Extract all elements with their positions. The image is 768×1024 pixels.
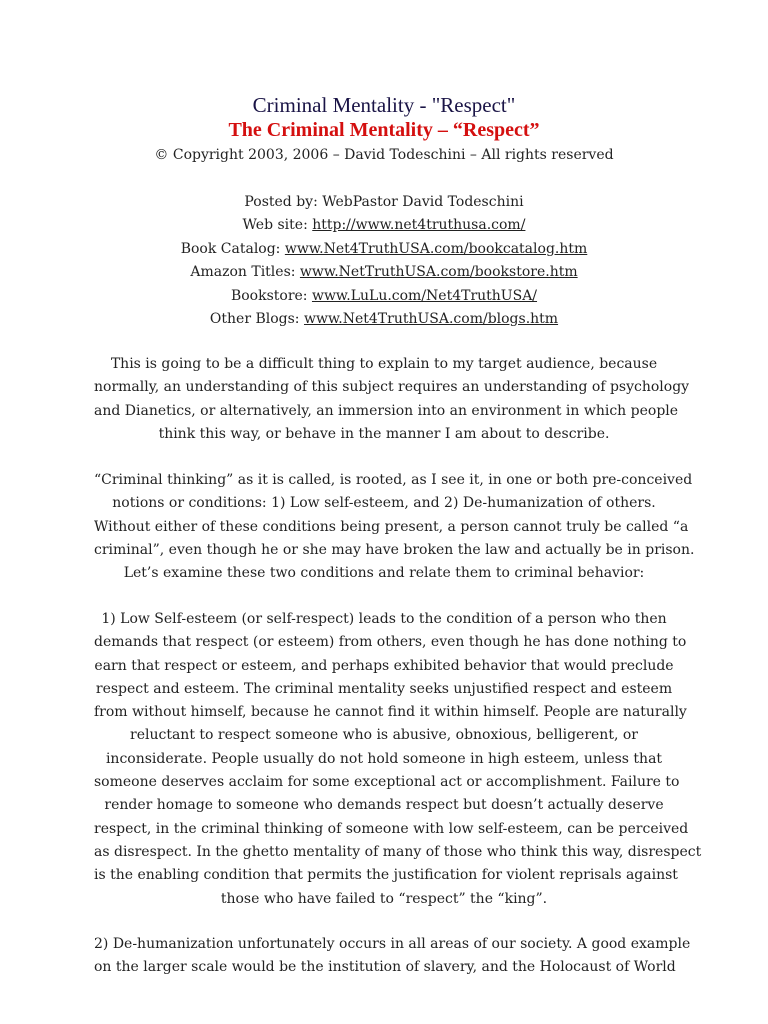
amazon-titles-line — [0, 261, 768, 284]
text-line: earn that respect or esteem, and perhaps exhibited behavior that would preclude — [94, 657, 674, 674]
website-line — [0, 214, 768, 237]
text-line: someone deserves acclaim for some exceptional act or accomplishment. Failure to — [94, 774, 680, 791]
text-line: reluctant to respect someone who is abusive, obnoxious, belligerent, or — [130, 727, 638, 744]
text-line: “Criminal thinking” as it is called, is rooted, as I see it, in one or both pre-conceived — [94, 472, 693, 488]
text-line: respect and esteem. The criminal mentality seeks unjustified respect and esteem — [95, 680, 673, 697]
text-line: This is going to be a difficult thing to explain to my target audience, because — [110, 356, 658, 372]
posted-by: Posted by: WebPastor David Todeschini — [244, 194, 524, 210]
book-catalog-line — [0, 238, 768, 261]
paragraph-criminal-thinking — [94, 469, 695, 585]
other-blogs-line — [0, 308, 768, 331]
other-blogs-label: Other Blogs: — [209, 311, 304, 328]
book-catalog-link[interactable]: www.Net4TruthUSA.com/bookcatalog.htm — [284, 240, 588, 257]
text-line: criminal”, even though he or she may have broken the law and actually be in prison. — [94, 541, 695, 558]
text-line: render homage to someone who demands respect but doesn’t actually deserve — [104, 797, 664, 814]
copyright-notice: © Copyright 2003, 2006 – David Todeschini – All rights reserved — [154, 147, 614, 163]
article-heading: The Criminal Mentality – “Respect” — [228, 119, 540, 141]
website-link[interactable]: http://www.net4truthusa.com/ — [312, 217, 526, 234]
amazon-titles-label: Amazon Titles: — [190, 264, 300, 281]
author-info — [0, 191, 768, 331]
paragraph-intro — [94, 353, 690, 446]
text-line: respect, in the criminal thinking of someone with low self-esteem, can be perceived — [94, 820, 689, 837]
text-line: as disrespect. In the ghetto mentality of many of those who think this way, disrespect — [94, 843, 702, 860]
website-label: Web site: — [242, 217, 313, 234]
page-title: Criminal Mentality - "Respect" — [252, 93, 516, 117]
text-line: demands that respect (or esteem) from others, even though he has done nothing to — [94, 634, 687, 651]
text-line: notions or conditions: 1) Low self-esteem, and 2) De-humanization of others. — [112, 495, 656, 512]
text-line: is the enabling condition that permits the justification for violent reprisals against — [94, 867, 678, 884]
amazon-titles-link[interactable]: www.NetTruthUSA.com/bookstore.htm — [299, 264, 578, 281]
text-line: inconsiderate. People usually do not hold someone in high esteem, unless that — [105, 750, 663, 767]
text-line: 2) De-humanization unfortunately occurs in all areas of our society. A good example — [94, 936, 691, 952]
text-line: Let’s examine these two conditions and relate them to criminal behavior: — [123, 565, 645, 582]
bookstore-label: Bookstore: — [230, 287, 312, 304]
paragraph-de-humanization — [94, 933, 691, 980]
text-line: on the larger scale would be the institution of slavery, and the Holocaust of World — [94, 959, 676, 976]
text-line: Without either of these conditions being present, a person cannot truly be called “a — [94, 518, 689, 535]
bookstore-link[interactable]: www.LuLu.com/Net4TruthUSA/ — [311, 287, 538, 304]
text-line: 1) Low Self-esteem (or self-respect) leads to the condition of a person who then — [101, 611, 667, 627]
text-line: from without himself, because he cannot find it within himself. People are naturally — [94, 704, 687, 721]
other-blogs-link[interactable]: www.Net4TruthUSA.com/blogs.htm — [303, 311, 559, 328]
text-line: think this way, or behave in the manner I am about to describe. — [158, 425, 610, 442]
text-line: and Dianetics, or alternatively, an immersion into an environment in which people — [94, 402, 679, 419]
bookstore-line — [0, 285, 768, 308]
paragraph-low-self-esteem — [94, 608, 702, 911]
book-catalog-label: Book Catalog: — [180, 240, 285, 257]
text-line: normally, an understanding of this subject requires an understanding of psychology — [94, 379, 690, 396]
text-line: those who have failed to “respect” the “king”. — [220, 890, 548, 907]
